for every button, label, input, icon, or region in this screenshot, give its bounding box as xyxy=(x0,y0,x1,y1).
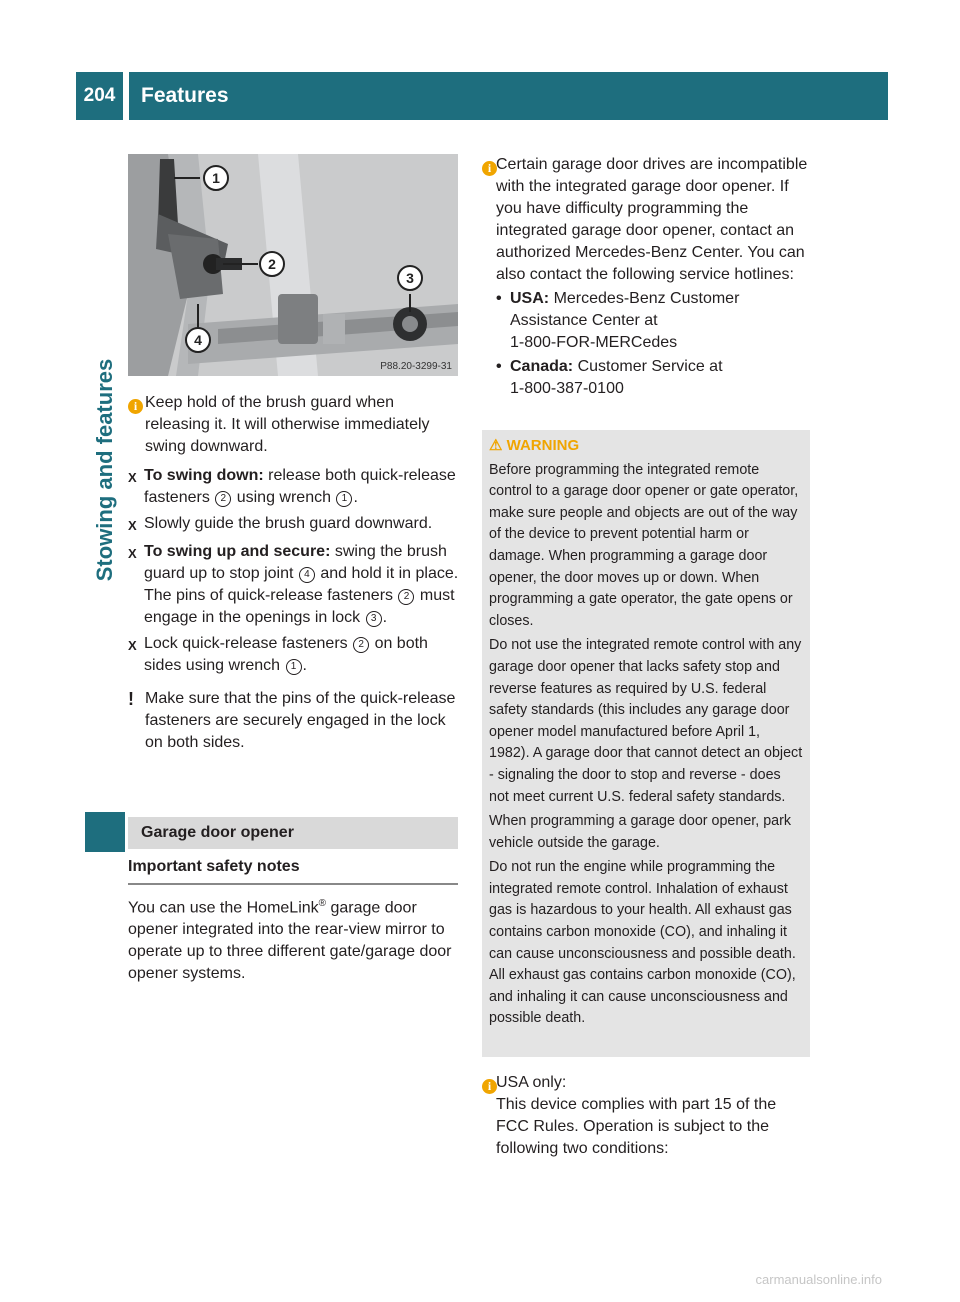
hotline-phone: 1-800-FOR-MERCedes xyxy=(510,334,678,351)
figure-caption: P88.20-3299-31 xyxy=(380,361,452,372)
section-title: Garage door opener xyxy=(128,817,458,849)
subheading: Important safety notes xyxy=(128,858,458,885)
info-note xyxy=(482,154,812,400)
callout-1-label: 1 xyxy=(212,170,220,186)
warning-paragraph: Do not run the engine while programming the integrated remote control. Inhalation of exhaust gas is hazardous to your health. All exhaust gas contains carbon monoxide (CO), and inhaling it can cause unconsciousness and possible death. All exhaust gas contains carbon monoxide (CO), and inhaling it can cause unconsciousness and possible death. xyxy=(489,859,796,1027)
side-tab xyxy=(84,130,126,810)
step-lock: X Lock quick-release fasteners 2 on both sides using wrench 1 . xyxy=(128,633,460,677)
warning-icon: ⚠ xyxy=(489,437,503,454)
info-icon: i xyxy=(482,1079,497,1094)
hotline-text: Customer Service at xyxy=(577,358,723,375)
bullet: • xyxy=(496,358,502,375)
step-text: must engage in the openings in lock xyxy=(144,587,455,626)
step-text: using wrench xyxy=(236,489,331,506)
callout-4-label: 4 xyxy=(194,332,202,348)
info-note-text: Keep hold of the brush guard when releasing it. It will otherwise immediately swing downward. xyxy=(145,394,430,455)
registered-mark: ® xyxy=(318,898,327,909)
caution-text: Make sure that the pins of the quick-release fasteners are securely engaged in the lock on both sides. xyxy=(145,690,456,751)
body-text: garage door opener integrated into the rear-view mirror to operate up to three different gate/garage door opener systems. xyxy=(128,899,452,983)
page-title: Features xyxy=(129,72,888,120)
step-text: on both sides using wrench xyxy=(144,635,428,674)
step-text: The pins of quick-release fasteners xyxy=(144,587,394,604)
step-label: To swing down: xyxy=(144,467,264,484)
step-swing-down: X To swing down: release both quick-release fasteners 2 using wrench 1 . xyxy=(128,465,460,509)
info-note-text: Certain garage door drives are incompatible with the integrated garage door opener. If you have difficulty programming the integrated garage door opener, contact an authorized Mercedes-Benz Center. You can also contact the following service hotlines: xyxy=(496,156,808,283)
intro-paragraph xyxy=(128,893,462,985)
warning-header xyxy=(489,435,804,457)
step-guide-down xyxy=(128,513,460,537)
hotline-usa xyxy=(496,288,812,354)
step-arrow-icon: X xyxy=(128,470,137,485)
footer-watermark[interactable]: carmanualsonline.info xyxy=(755,1272,882,1287)
info-note xyxy=(128,392,460,458)
step-text: Lock quick-release fasteners xyxy=(144,635,348,652)
callout-3-label: 3 xyxy=(406,270,414,286)
side-tab-label: Stowing and features xyxy=(92,358,117,582)
callout-ref-1: 1 xyxy=(336,491,352,507)
callout-ref-2: 2 xyxy=(398,589,414,605)
fcc-text: This device complies with part 15 of the FCC Rules. Operation is subject to the following two conditions: xyxy=(496,1096,777,1157)
callout-ref-1: 1 xyxy=(286,659,302,675)
side-tab-marker xyxy=(85,812,125,852)
callout-2-label: 2 xyxy=(268,256,276,272)
callout-ref-2: 2 xyxy=(215,491,231,507)
fcc-note xyxy=(482,1072,812,1160)
hotline-country: USA: xyxy=(510,290,550,307)
step-text: release both quick-release fasteners xyxy=(144,467,456,506)
callout-ref-2: 2 xyxy=(353,637,369,653)
step-text: Slowly guide the brush guard downward. xyxy=(144,515,433,532)
page-number: 204 xyxy=(76,72,123,120)
step-arrow-icon: X xyxy=(128,518,137,533)
callout-ref-4: 4 xyxy=(299,567,315,583)
step-text: and hold it in place. xyxy=(320,565,459,582)
info-icon: i xyxy=(482,161,497,176)
caution-icon: ! xyxy=(128,689,134,709)
right-column xyxy=(482,154,812,400)
warning-paragraph: Before programming the integrated remote control to a garage door opener or gate operator, make sure people and objects are out of the way of the device to prevent potential harm or damage. When programming a garage door opener, the door moves up or down. When programming a gate operator, the gate opens or closes. xyxy=(489,461,799,629)
warning-paragraph: Do not use the integrated remote control with any garage door opener that lacks safety stop and reverse features as required by U.S. federal safety standards (this includes any garage door opener model manufactured before April 1, 1982). A garage door that cannot detect an object - signaling the door to stop and reverse - does not meet current U.S. federal safety standards. xyxy=(489,637,803,805)
bullet: • xyxy=(496,290,502,307)
brush-guard-illustration xyxy=(128,154,458,376)
left-column xyxy=(128,392,460,754)
body-text: You can use the HomeLink xyxy=(128,899,319,917)
warning-title: WARNING xyxy=(506,437,580,454)
step-arrow-icon: X xyxy=(128,546,137,561)
callout-ref-3: 3 xyxy=(366,611,382,627)
step-text: swing the brush guard up to stop joint xyxy=(144,543,447,582)
step-label: To swing up and secure: xyxy=(144,543,331,560)
hotline-canada xyxy=(496,356,812,400)
step-arrow-icon: X xyxy=(128,638,137,653)
fcc-title: USA only: xyxy=(496,1074,567,1091)
hotline-phone: 1-800-387-0100 xyxy=(510,380,624,397)
brush-guard-figure xyxy=(128,154,458,376)
step-swing-up: X To swing up and secure: swing the brush guard up to stop joint 4 and hold it in place. The pins of quick-release fasteners 2 must engage in the openings in lock 3 . xyxy=(128,541,460,629)
hotline-text: Mercedes-Benz Customer Assistance Center at xyxy=(510,290,740,329)
hotline-country: Canada: xyxy=(510,358,574,375)
caution-note xyxy=(128,688,460,754)
info-icon: i xyxy=(128,399,143,414)
warning-paragraph: When programming a garage door opener, park vehicle outside the garage. xyxy=(489,813,792,851)
warning-box xyxy=(482,430,810,1057)
